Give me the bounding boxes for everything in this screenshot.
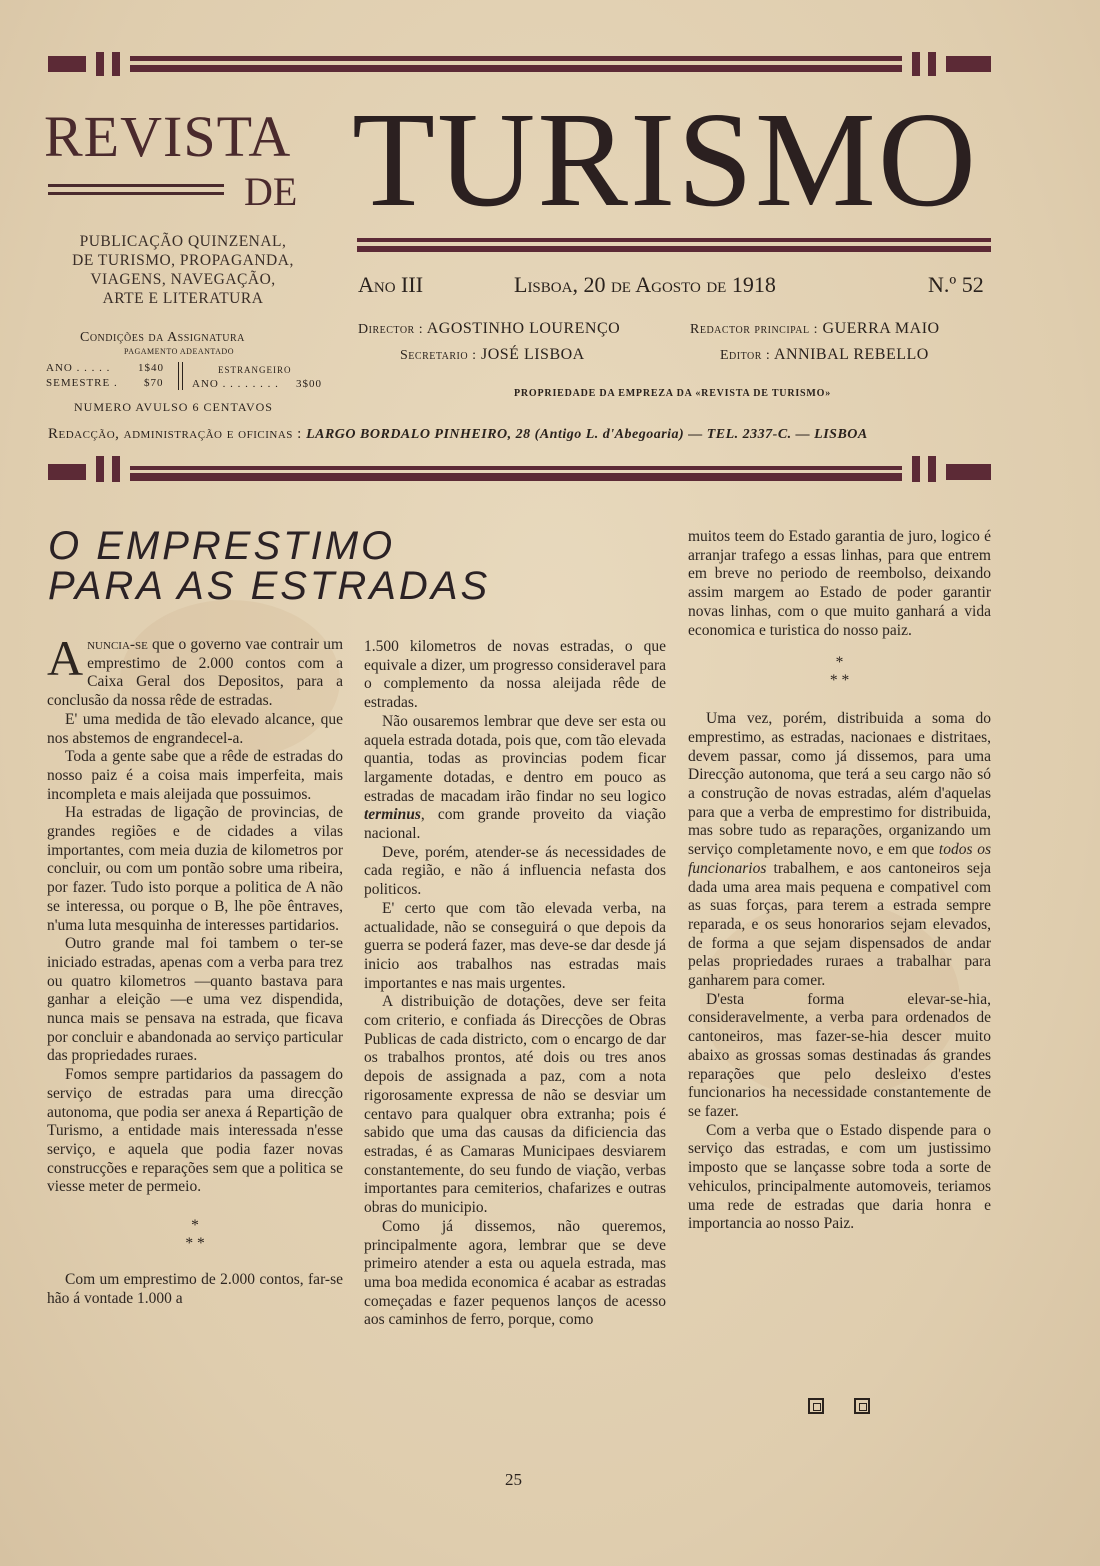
article-title-line1: O EMPRESTIMO (48, 524, 396, 568)
masthead-subtitle: PUBLICAÇÃO QUINZENAL, DE TURISMO, PROPAGANDA, VIAGENS, NAVEGAÇÃO, ARTE E LITERATURA (72, 233, 294, 307)
paragraph: Ha estradas de ligação de provincias, de grandes regiões e de cidades a vilas importantes, com meia duzia de kilometros por concluir, ou com um pontão sobre uma ribeira, por fazer. Tudo isto porque a politica de A não se interessa, ou porque o B, lhe põe êntraves, n'uma luta mesquinha de interesses partidarios. (47, 804, 343, 934)
de-rule (48, 184, 224, 187)
paragraph: D'esta forma elevar-se-hia, consideravelmente, a verba para ordenados de cantoneiros, mas fazer-se-hia descer muito abaixo as grossas somas destinadas ás grandes reparações que pelo desleixo d'estes funcionarios ha necessidade constantemente de se fazer. (688, 990, 991, 1120)
paragraph: Toda a gente sabe que a rêde de estradas do nosso paiz é a coisa mais imperfeita, mais incompleta e mais aleijada que possuimos. (47, 748, 343, 803)
price-foreign-year: 3$00 (296, 378, 322, 390)
editor-in-chief-name: GUERRA MAIO (822, 320, 940, 337)
paragraph: 1.500 kilometros de novas estradas, o que equivale a dizer, um progresso consideravel para o complemento da nossa aleijada rêde de estradas. (364, 638, 666, 712)
secretary-label: Secretario : (400, 348, 477, 363)
issue-number: N.º 52 (928, 272, 984, 297)
paragraph: E' certo que com tão elevada verba, na actualidade, não se conseguirá o que depois da guerra se poderá fazer, mas deve-se dar desde já inicio aos trabalhos nas estradas mais importantes e nas mais urgentes. (364, 899, 666, 992)
paragraph: que o governo vae contrair um emprestimo de 2.000 contos com a Caixa Geral dos Depositos, para a conclusão da nossa rêde de estradas. (47, 636, 343, 710)
property-notice: PROPRIEDADE DA EMPREZA DA «REVISTA DE TURISMO» (514, 388, 832, 399)
article-column-3 (688, 528, 991, 1234)
section-break: * * * (829, 654, 850, 690)
director-name: AGOSTINHO LOURENÇO (426, 320, 621, 337)
price-foreign-year-label: ANO . . . . . . . . (192, 378, 279, 390)
paragraph: muitos teem do Estado garantia de juro, logico é arranjar trafego a essas linhas, para que entrem em breve no periodo de reembolso, deixando assim margem ao Estado de poder garantir novas linhas, com o que muito ganhará a vida economica e turistica do nosso paiz. (688, 528, 991, 639)
masthead-de: DE (244, 169, 298, 214)
drop-cap: A (47, 630, 84, 686)
emphasis: todos os funcionarios (688, 841, 991, 877)
director-label: Director : (358, 322, 424, 337)
paragraph: Com a verba que o Estado dispende para o serviço das estradas, e com um justissimo imposto que se lançasse sobre toda a sorte de vehiculos, principalmente automoveis, teriamos uma rede de estradas que daria honra e importancia ao nosso Paiz. (688, 1121, 991, 1233)
title-rule (357, 246, 991, 252)
editor-in-chief-label: Redactor principal : (690, 322, 819, 337)
top-rule (48, 52, 991, 78)
issue-year: Ano III (358, 272, 424, 297)
article-column-2 (364, 638, 666, 1330)
single-issue-price: NUMERO AVULSO 6 CENTAVOS (74, 400, 273, 414)
page-number: 25 (505, 1470, 522, 1489)
paragraph: Uma vez, porém, distribuida a soma do emprestimo, as estradas, nacionaes e distritaes, devem passar, como já dissemos, para uma Direcção autonoma, que terá a seu cargo não só a construção de novas estradas, além d'aquelas para que a verba de emprestimo for distribuida, mas sobre tudo as reparações, organizando um serviço completamente novo, e em que (688, 710, 991, 859)
end-ornament-icon (808, 1398, 824, 1414)
paragraph: Deve, porém, atender-se ás necessidades de cada região, e não á influencia nefasta dos politicos. (364, 843, 666, 899)
editor-label: Editor : (720, 348, 771, 363)
emphasis: terminus (364, 806, 421, 824)
masthead-turismo: TURISMO (352, 85, 979, 235)
paragraph: Fomos sempre partidarios da passagem do serviço de estradas para uma direcção autonoma, que podia ser anexa á Repartição de Turismo, a entidade mais interessada n'esse serviço, e aquela que podia fazer novas construcções e reparações sem que a politica se viesse meter de permeio. (47, 1066, 343, 1196)
section-break: * * * (185, 1217, 205, 1253)
masthead-revista: REVISTA (44, 104, 292, 169)
title-rule (357, 238, 991, 242)
end-ornament-icon (854, 1398, 870, 1414)
paragraph: Outro grande mal foi tambem o ter-se iniciado estradas, apenas com a verba para trez ou quatro kilometros —quanto bastava para ganhar a eleição —e uma vez dispendida, nunca mais se pensava na estrada, que ficava por concluir e abandonada ao serviço particular das propriedades ruraes. (47, 935, 343, 1065)
paragraph: Não ousaremos lembrar que deve ser esta ou aquela estrada dotada, pois que, com tão elevada quantia, todas as provincias podem ficar largamente dotadas, e dentro em pouco as estradas de macadam irão findar no seu logico (364, 712, 666, 805)
paragraph-wrapper (688, 710, 991, 991)
price-year: 1$40 (138, 362, 164, 374)
paragraph-lead: nuncia-se (87, 636, 148, 653)
paragraph-end: , com grande proveito da viação nacional. (364, 806, 666, 843)
paragraph: A distribuição de dotações, deve ser feita com criterio, e confiada ás Direcções de Obras Publicas de cada districto, com o encargo de dar os trabalhos prontos, até dois ou tres anos depois de assignada a paz, com a nota rigorosamente expressa de não se desviar um centavo para qualquer obra extranha; pois é sabido que uma das causas da dificiencia das estradas, é as Camaras Municipaes desviarem constantemente, do seu fundo de viação, verbas importantes para cemiterios, chafarizes e outras obras do municipio. (364, 993, 666, 1217)
subscription-subtitle: PAGAMENTO ADEANTADO (124, 347, 234, 356)
paragraph: E' uma medida de tão elevado alcance, que nos abstemos de engrandecel-a. (47, 710, 343, 747)
paragraph: Com um emprestimo de 2.000 contos, far-se hão á vontade 1.000 a (47, 1271, 343, 1307)
price-foreign-label: ESTRANGEIRO (218, 365, 292, 375)
secretary-name: JOSÉ LISBOA (480, 346, 585, 363)
article-title (48, 526, 490, 606)
price-semester: $70 (144, 377, 164, 389)
subscription-title: Condições da Assignatura (80, 330, 245, 345)
de-rule (48, 192, 224, 195)
price-year-label: ANO . . . . . (46, 362, 111, 374)
editor-name: ANNIBAL REBELLO (773, 346, 929, 363)
price-divider (178, 362, 183, 390)
address-value: LARGO BORDALO PINHEIRO, 28 (Antigo L. d'Abegoaria) — TEL. 2337-C. — LISBOA (306, 427, 868, 442)
paragraph-end: trabalhem, e aos cantoneiros seja dada uma area mais pequena e compativel com as suas forças, para terem a estrada sempre reparada, e os seus honorarios sejam elevados, de forma a que sejam dispensados de andar pelas propriedades ruraes a trabalhar para ganharem para comer. (688, 859, 991, 990)
article-title-line2: PARA AS ESTRADAS (48, 564, 491, 608)
paragraph: Como já dissemos, não queremos, principalmente agora, lembrar que se deve primeiro atender a esta ou aquela estrada, mas uma boa medida economica é acabar as estradas começadas e fazer pequenos lanços de acesso aos caminhos de ferro, porque, como (364, 1217, 666, 1329)
issue-place-date: Lisboa, 20 de Agosto de 1918 (514, 272, 776, 297)
header-bottom-rule (48, 456, 991, 482)
article-column-1 (47, 630, 343, 1309)
price-semester-label: SEMESTRE . (46, 377, 118, 389)
address-label: Redacção, administração e oficinas : (48, 426, 302, 442)
